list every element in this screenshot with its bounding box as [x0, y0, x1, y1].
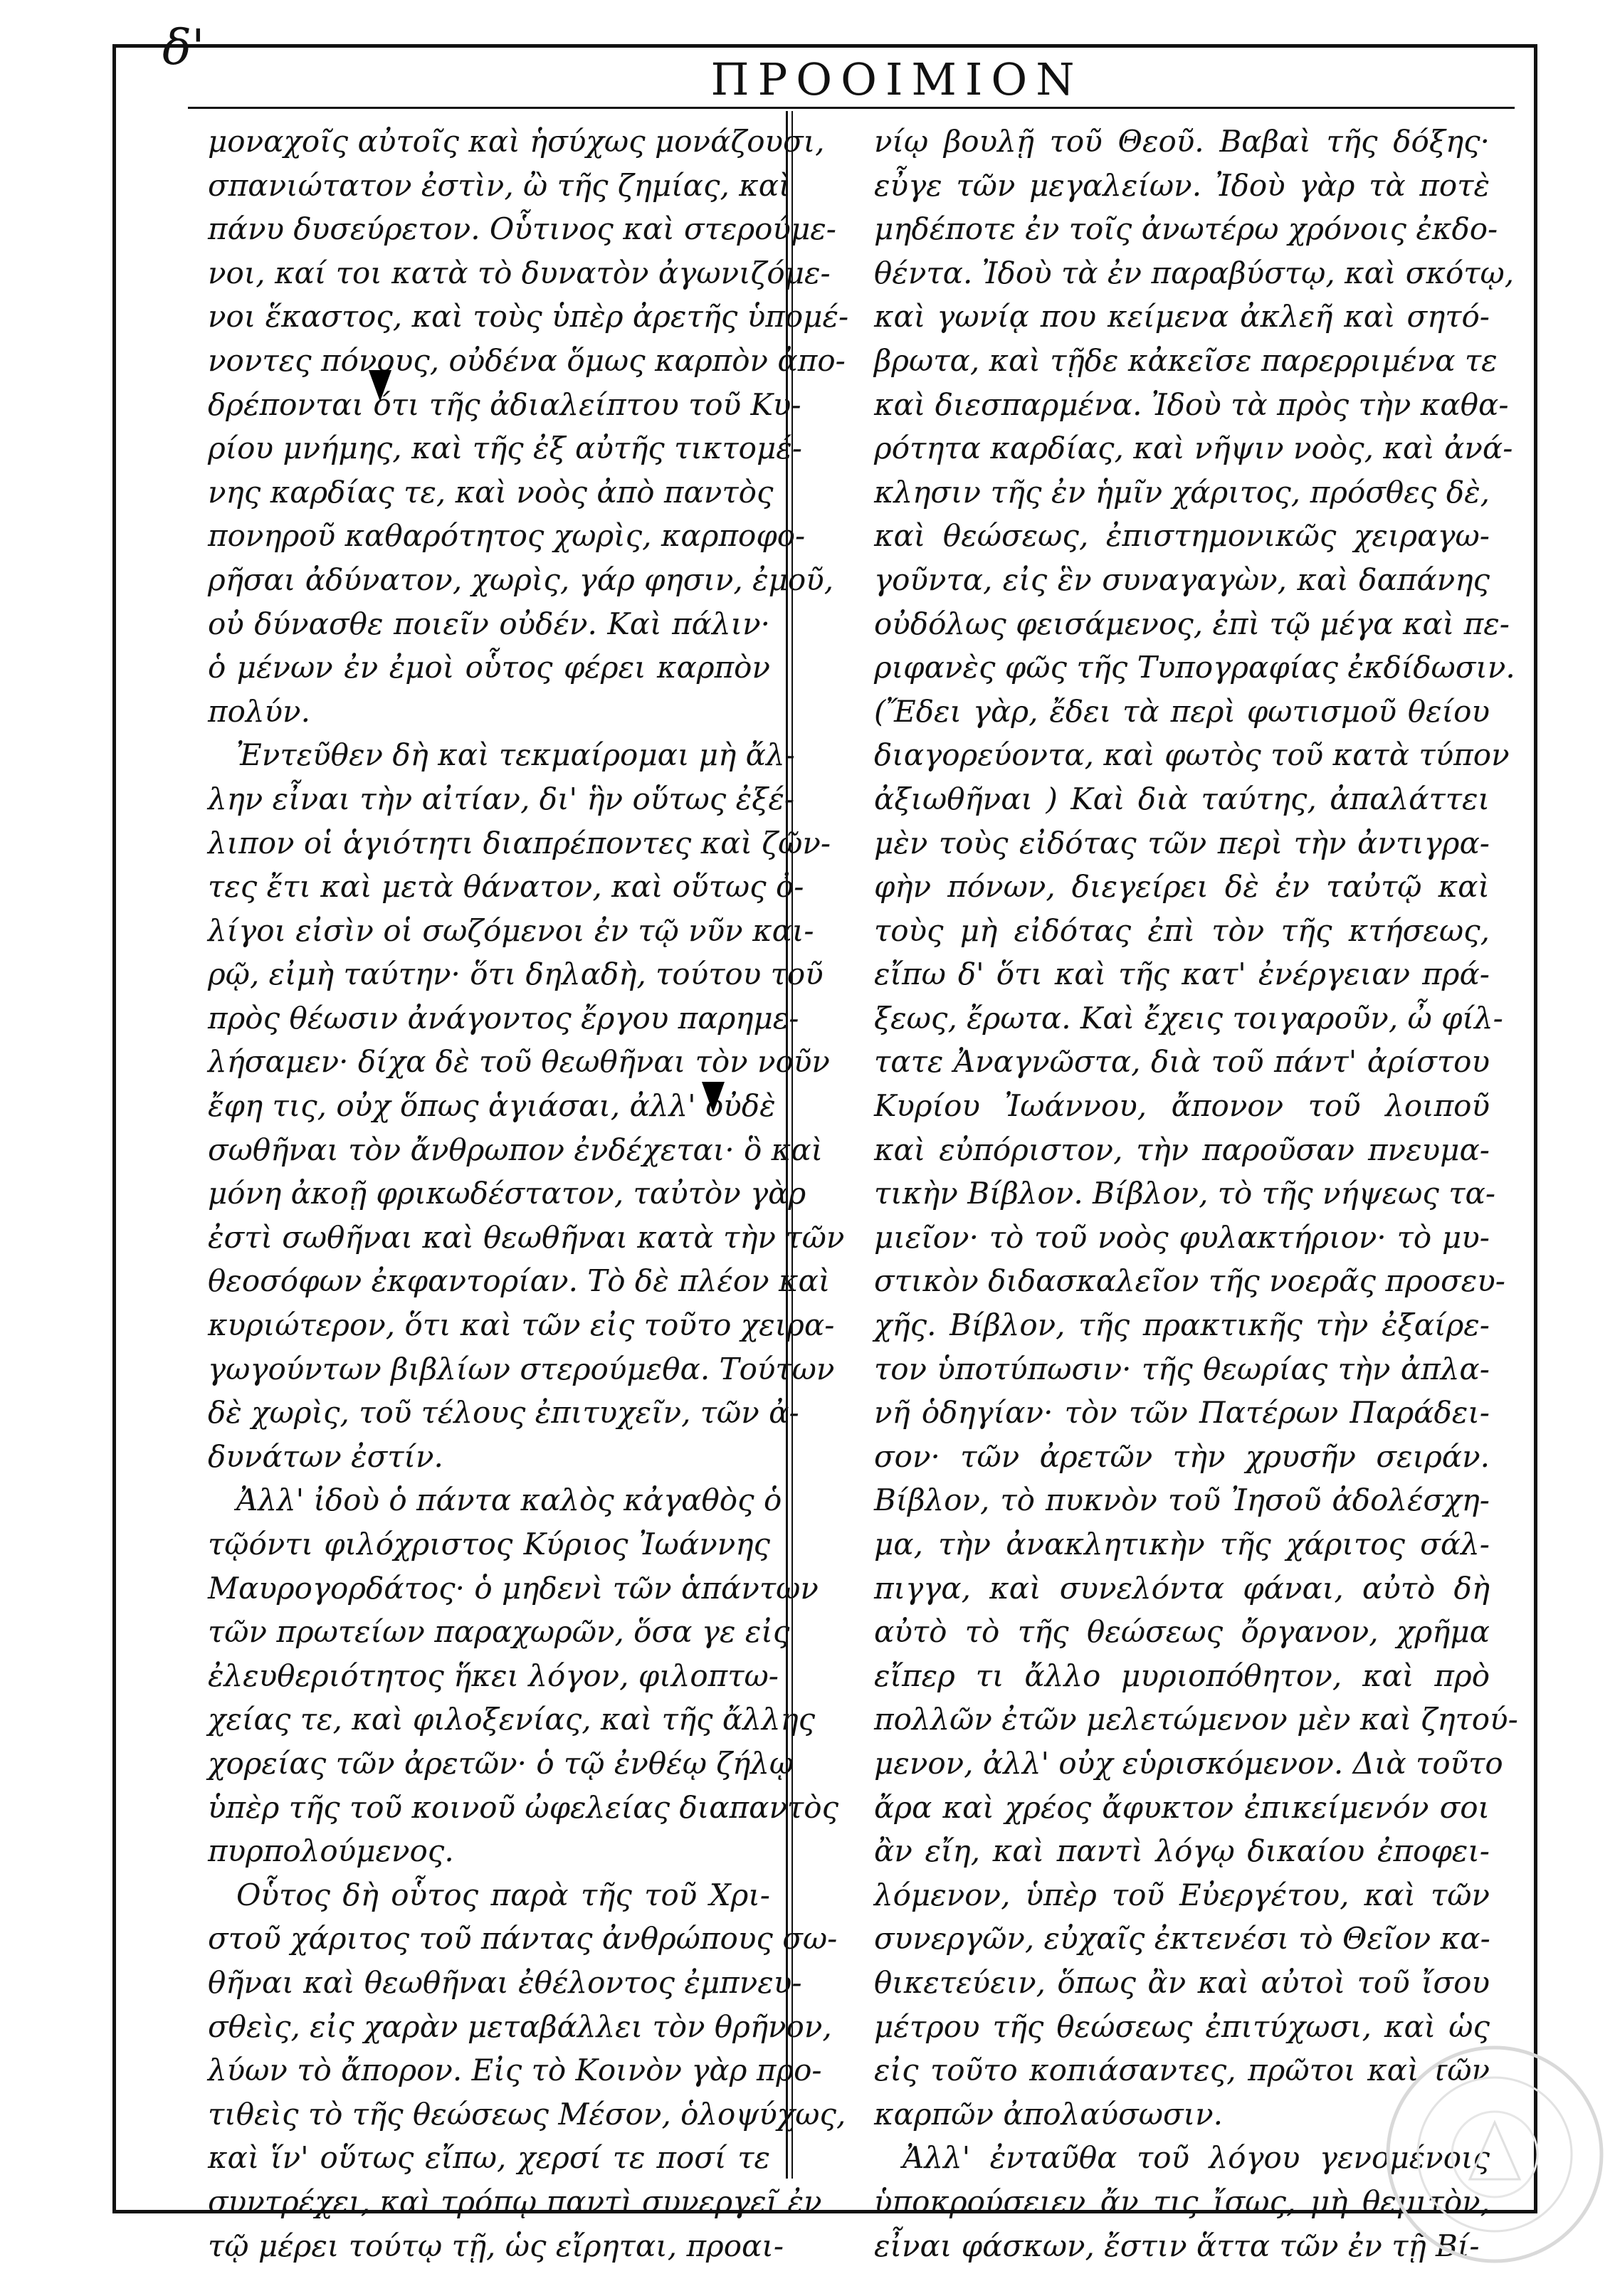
text-line: μοναχοῖς αὐτοῖς καὶ ἡσύχως μονάζουσι, — [208, 124, 825, 159]
text-line: τοὺς μὴ εἰδότας ἐπὶ τὸν τῆς κτήσεως, — [874, 912, 1490, 948]
text-line: καὶ θεώσεως, ἐπιστημονικῶς χειραγω- — [874, 518, 1490, 554]
text-line: χῆς. Βίβλον, τῆς πρακτικῆς τὴν ἐξαίρε- — [874, 1307, 1490, 1343]
text-line: κλησιν τῆς ἐν ἡμῖν χάριτος, πρόσθες δὲ, — [874, 474, 1490, 510]
text-line: Βίβλον, τὸ πυκνὸν τοῦ Ἰησοῦ ἀδολέσχη- — [874, 1483, 1490, 1518]
text-line: καὶ ἵν' οὕτως εἴπω, χερσί τε ποσί τε — [208, 2140, 770, 2176]
ink-blot-mark — [702, 1082, 725, 1113]
text-line: μιεῖον· τὸ τοῦ νοὸς φυλακτήριον· τὸ μυ- — [874, 1219, 1490, 1255]
left-column — [208, 120, 849, 2268]
text-line: θῆναι καὶ θεωθῆναι ἐθέλοντος ἐμπνευ- — [208, 1964, 802, 2000]
text-line: ἐστὶ σωθῆναι καὶ θεωθῆναι κατὰ τὴν τῶν — [208, 1219, 845, 1255]
text-line: εἴπερ τι ἄλλο μυριοπόθητον, καὶ πρὸ — [874, 1658, 1490, 1693]
right-column — [874, 120, 1518, 2268]
text-line: μόνη ἀκοῇ φρικωδέστατον, ταὐτὸν γὰρ — [208, 1176, 806, 1211]
text-line: φὴν πόνων, διεγείρει δὲ ἐν ταὐτῷ καὶ — [874, 869, 1490, 905]
text-line: ρότητα καρδίας, καὶ νῆψιν νοὸς, καὶ ἀνά- — [874, 431, 1513, 466]
text-line: πάνυ δυσεύρετον. Οὗτινος καὶ στερούμε- — [208, 211, 836, 247]
text-line: γοῦντα, εἰς ἓν συναγαγὼν, καὶ δαπάνης — [874, 562, 1490, 597]
text-line: τῷ μέρει τούτῳ τῇ, ὡς εἴρηται, προαι- — [208, 2228, 784, 2263]
text-line: χείας τε, καὶ φιλοξενίας, καὶ τῆς ἄλλης — [208, 1702, 816, 1737]
text-line: τον ὑποτύπωσιν· τῆς θεωρίας τὴν ἀπλα- — [874, 1351, 1490, 1386]
text-line: τατε Ἀναγνῶστα, διὰ τοῦ πάντ' ἀρίστου — [874, 1044, 1490, 1080]
text-line: γωγούντων βιβλίων στερούμεθα. Τούτων — [208, 1351, 835, 1386]
text-line: μενον, ἀλλ' οὐχ εὑρισκόμενον. Διὰ τοῦτο — [874, 1745, 1503, 1781]
text-line: τικὴν Βίβλον. Βίβλον, τὸ τῆς νήψεως τα- — [874, 1176, 1496, 1211]
text-line: καὶ γωνίᾳ που κείμενα ἀκλεῆ καὶ σητό- — [874, 299, 1490, 335]
page-number: δ' — [162, 20, 205, 76]
text-line: οὐ δύνασθε ποιεῖν οὐδέν. Καὶ πάλιν· — [208, 606, 770, 641]
text-line: τῷόντι φιλόχριστος Κύριος Ἰωάννης — [208, 1527, 770, 1562]
text-line: ἐλευθεριότητος ἥκει λόγον, φιλοπτω- — [208, 1658, 779, 1693]
text-line: νης καρδίας τε, καὶ νοὸς ἀπὸ παντὸς — [208, 474, 774, 510]
text-line: ἄρα καὶ χρέος ἄφυκτον ἐπικείμενόν σοι — [874, 1789, 1490, 1825]
text-line: ἀξιωθῆναι ) Καὶ διὰ ταύτης, ἀπαλάττει — [874, 781, 1490, 816]
text-line: Ἀλλ' ἰδοὺ ὁ πάντα καλὸς κἀγαθὸς ὁ — [236, 1483, 782, 1518]
text-line: χορείας τῶν ἀρετῶν· ὁ τῷ ἐνθέῳ ζήλῳ — [208, 1745, 794, 1781]
text-line: δρέπονται ὅτι τῆς ἀδιαλείπτου τοῦ Κυ- — [208, 386, 801, 422]
text-line: νῆ ὁδηγίαν· τὸν τῶν Πατέρων Παράδει- — [874, 1395, 1490, 1431]
text-line: ὑποκρούσειεν ἄν τις ἴσως, μὴ θεμιτὸν, — [874, 2184, 1490, 2219]
text-line: ρῷ, εἰμὴ ταύτην· ὅτι δηλαδὴ, τούτου τοῦ — [208, 957, 824, 992]
text-line: τες ἔτι καὶ μετὰ θάνατον, καὶ οὕτως ὀ- — [208, 869, 804, 905]
text-line: πονηροῦ καθαρότητος χωρὶς, καρποφο- — [208, 518, 806, 554]
text-line: σθεὶς, εἰς χαρὰν μεταβάλλει τὸν θρῆνον, — [208, 2008, 832, 2044]
text-line: ξεως, ἔρωτα. Καὶ ἔχεις τοιγαροῦν, ὦ φίλ- — [874, 1000, 1503, 1036]
text-line: πολύν. — [208, 693, 310, 729]
text-line: πρὸς θέωσιν ἀνάγοντος ἔργου παρημε- — [208, 1000, 799, 1036]
text-line: διαγορεύοντα, καὶ φωτὸς τοῦ κατὰ τύπον — [874, 737, 1510, 773]
text-line: λίγοι εἰσὶν οἱ σωζόμενοι ἐν τῷ νῦν και- — [208, 912, 814, 948]
text-line: ὁ μένων ἐν ἐμοὶ οὗτος φέρει καρπὸν — [208, 650, 770, 685]
text-line: αὐτὸ τὸ τῆς θεώσεως ὄργανον, χρῆμα — [874, 1614, 1490, 1650]
text-line: οὐδόλως φεισάμενος, ἐπὶ τῷ μέγα καὶ πε- — [874, 606, 1510, 641]
text-line: ἔφη τις, οὐχ ὅπως ἁγιάσαι, ἀλλ' οὐδὲ — [208, 1088, 776, 1124]
text-line: λήσαμεν· δίχα δὲ τοῦ θεωθῆναι τὸν νοῦν — [208, 1044, 830, 1080]
text-line: σωθῆναι τὸν ἄνθρωπον ἐνδέχεται· ὃ καὶ — [208, 1132, 824, 1167]
text-line: ὑπὲρ τῆς τοῦ κοινοῦ ὠφελείας διαπαντὸς — [208, 1789, 839, 1825]
text-line: εἴπω δ' ὅτι καὶ τῆς κατ' ἐνέργειαν πρά- — [874, 957, 1490, 992]
text-line: μὲν τοὺς εἰδότας τῶν περὶ τὴν ἀντιγρα- — [874, 825, 1490, 860]
text-line: δυνάτων ἐστίν. — [208, 1438, 443, 1474]
text-line: λην εἶναι τὴν αἰτίαν, δι' ἣν οὕτως ἐξέ- — [208, 781, 795, 816]
text-line: λιπον οἱ ἁγιότητι διαπρέποντες καὶ ζῶν- — [208, 825, 831, 860]
text-line: πολλῶν ἐτῶν μελετώμενον μὲν καὶ ζητού- — [874, 1702, 1518, 1737]
text-line: ρίου μνήμης, καὶ τῆς ἐξ αὐτῆς τικτομέ- — [208, 431, 802, 466]
text-line: νοι, καί τοι κατὰ τὸ δυνατὸν ἀγωνιζόμε- — [208, 255, 831, 290]
text-line: εἶναι φάσκων, ἔστιν ἅττα τῶν ἐν τῇ Βί- — [874, 2228, 1480, 2263]
text-line: καὶ διεσπαρμένα. Ἰδοὺ τὰ πρὸς τὴν καθα- — [874, 386, 1509, 422]
text-line: θικετεύειν, ὅπως ἂν καὶ αὐτοὶ τοῦ ἴσου — [874, 1964, 1490, 2000]
text-line: θέντα. Ἰδοὺ τὰ ἐν παραβύστῳ, καὶ σκότῳ, — [874, 255, 1515, 290]
text-line: πιγγα, καὶ συνελόντα φάναι, αὐτὸ δὴ — [874, 1570, 1490, 1606]
text-line: ριφανὲς φῶς τῆς Τυπογραφίας ἐκδίδωσιν. — [874, 650, 1515, 685]
text-line: νοι ἕκαστος, καὶ τοὺς ὑπὲρ ἀρετῆς ὑπομέ- — [208, 299, 849, 335]
text-line: πυρπολούμενος. — [208, 1833, 454, 1869]
text-line: θεοσόφων ἐκφαντορίαν. Τὸ δὲ πλέον καὶ — [208, 1263, 831, 1299]
text-line: στικὸν διδασκαλεῖον τῆς νοερᾶς προσευ- — [874, 1263, 1505, 1299]
text-line: τιθεὶς τὸ τῆς θεώσεως Μέσον, ὁλοψύχως, — [208, 2096, 846, 2132]
text-line: Ἐντεῦθεν δὴ καὶ τεκμαίρομαι μὴ ἄλ- — [236, 737, 795, 773]
text-line: βρωτα, καὶ τῇδε κἀκεῖσε παρερριμένα τε — [874, 342, 1498, 378]
text-line: εὖγε τῶν μεγαλείων. Ἰδοὺ γὰρ τὰ ποτὲ — [874, 167, 1490, 203]
text-line: σον· τῶν ἀρετῶν τὴν χρυσῆν σειράν. — [874, 1438, 1490, 1474]
library-seal-stamp — [1377, 2037, 1612, 2272]
text-line: σπανιώτατον ἐστὶν, ὢ τῆς ζημίας, καὶ — [208, 167, 791, 203]
text-line: νίῳ βουλῇ τοῦ Θεοῦ. Βαβαὶ τῆς δόξης· — [874, 124, 1490, 159]
text-line: ρῆσαι ἀδύνατον, χωρὶς, γάρ φησιν, ἐμοῦ, — [208, 562, 834, 597]
text-line: συντρέχει, καὶ τρόπῳ παντὶ συνεργεῖ ἐν — [208, 2184, 822, 2219]
text-line: καρπῶν ἀπολαύσωσιν. — [874, 2096, 1224, 2132]
text-line: καὶ εὐπόριστον, τὴν παροῦσαν πνευμα- — [874, 1132, 1490, 1167]
text-line: μα, τὴν ἀνακλητικὴν τῆς χάριτος σάλ- — [874, 1527, 1490, 1562]
text-line: Μαυρογορδάτος· ὁ μηδενὶ τῶν ἁπάντων — [208, 1570, 819, 1606]
text-line: κυριώτερον, ὅτι καὶ τῶν εἰς τοῦτο χειρα- — [208, 1307, 835, 1343]
ink-blot-mark — [369, 370, 391, 401]
text-line: (Ἔδει γὰρ, ἔδει τὰ περὶ φωτισμοῦ θείου — [874, 693, 1490, 729]
text-line: μέτρου τῆς θεώσεως ἐπιτύχωσι, καὶ ὡς — [874, 2008, 1490, 2044]
running-head: ΠΡΟΟΙΜΙΟΝ — [710, 53, 1083, 105]
header-rule — [188, 107, 1515, 109]
text-line: δὲ χωρὶς, τοῦ τέλους ἐπιτυχεῖν, τῶν ἀ- — [208, 1395, 799, 1431]
text-line: λόμενον, ὑπὲρ τοῦ Εὐεργέτου, καὶ τῶν — [874, 1877, 1490, 1912]
text-line: Κυρίου Ἰωάννου, ἄπονον τοῦ λοιποῦ — [874, 1088, 1490, 1124]
text-line: στοῦ χάριτος τοῦ πάντας ἀνθρώπους σω- — [208, 1921, 838, 1957]
text-line: μηδέποτε ἐν τοῖς ἀνωτέρω χρόνοις ἐκδο- — [874, 211, 1498, 247]
text-line: λύων τὸ ἄπορον. Εἰς τὸ Κοινὸν γὰρ προ- — [208, 2053, 822, 2088]
text-line: Οὗτος δὴ οὗτος παρὰ τῆς τοῦ Χρι- — [236, 1877, 770, 1912]
text-line: τῶν πρωτείων παραχωρῶν, ὅσα γε εἰς — [208, 1614, 790, 1650]
text-line: συνεργῶν, εὐχαῖς ἐκτενέσι τὸ Θεῖον κα- — [874, 1921, 1490, 1957]
text-line: νοντες πόνους, οὐδένα ὅμως καρπὸν ἀπο- — [208, 342, 846, 378]
text-line: εἰς τοῦτο κοπιάσαντες, πρῶτοι καὶ τῶν — [874, 2053, 1490, 2088]
text-line: ἂν εἴη, καὶ παντὶ λόγῳ δικαίου ἐποφει- — [874, 1833, 1490, 1869]
text-line: Ἀλλ' ἐνταῦθα τοῦ λόγου γενομένοις — [903, 2140, 1490, 2176]
